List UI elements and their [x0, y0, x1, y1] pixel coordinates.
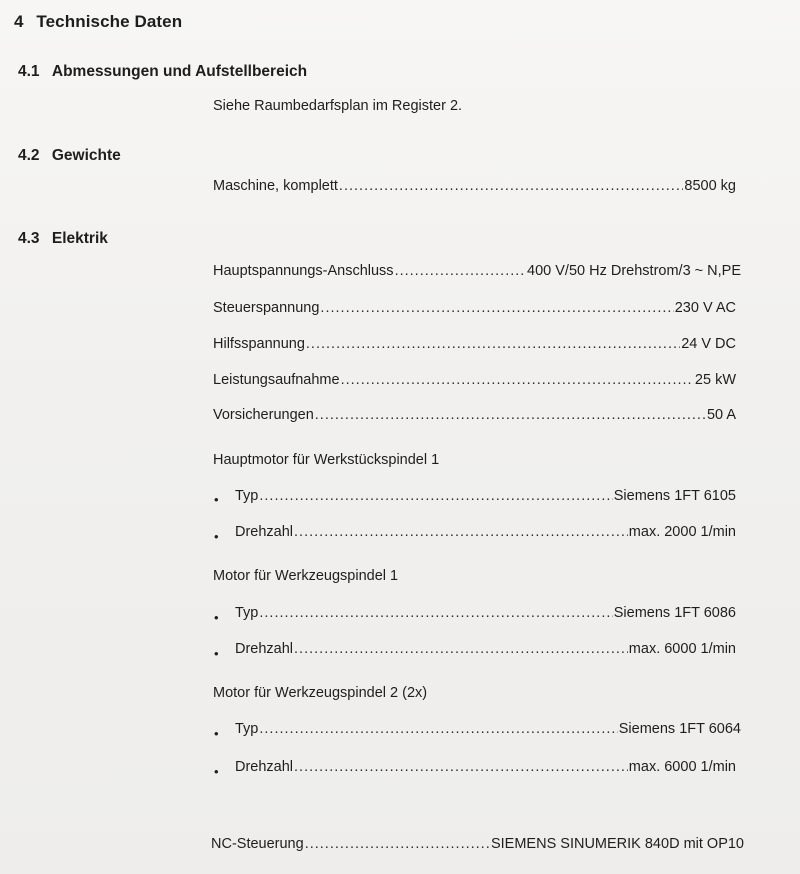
- section-title: Gewichte: [51, 147, 121, 164]
- leader-dots: [395, 263, 526, 279]
- section-number: 4.3: [18, 230, 40, 247]
- leader-dots: [315, 407, 706, 423]
- leader-dots: [259, 488, 612, 504]
- section-heading-4-2: [18, 147, 121, 165]
- spec-row-hilfsspannung: [213, 336, 736, 352]
- section-4-1-text: Siehe Raumbedarfsplan im Register 2.: [213, 98, 463, 114]
- spec-row-vorsicherungen: [213, 407, 736, 423]
- leader-dots: [339, 178, 683, 194]
- motor-1-drehzahl-row: [235, 524, 736, 540]
- bullet-icon: •: [214, 764, 219, 779]
- spec-value: 50 A: [706, 407, 736, 423]
- motor-2-title: Motor für Werkzeugspindel 1: [213, 568, 399, 584]
- spec-label: Typ: [235, 721, 259, 737]
- spec-value: Siemens 1FT 6105: [613, 488, 736, 504]
- spec-label: Vorsicherungen: [213, 407, 314, 423]
- leader-dots: [259, 721, 617, 737]
- spec-label: Hauptspannungs-Anschluss: [213, 263, 394, 279]
- spec-value: max. 2000 1/min: [628, 524, 736, 540]
- motor-1-typ-row: [235, 488, 736, 504]
- spec-value: 25 kW: [694, 372, 736, 388]
- section-heading-4-3: [18, 230, 108, 248]
- motor-3-typ-row: [235, 721, 741, 737]
- bullet-icon: •: [214, 610, 219, 625]
- leader-dots: [294, 759, 628, 775]
- leader-dots: [259, 605, 612, 621]
- spec-value: SIEMENS SINUMERIK 840D mit OP10: [490, 836, 744, 852]
- section-title: Abmessungen und Aufstellbereich: [51, 63, 308, 80]
- bullet-icon: •: [214, 492, 219, 507]
- bullet-icon: •: [214, 726, 219, 741]
- motor-1-title: Hauptmotor für Werkstückspindel 1: [213, 452, 440, 468]
- spec-label: Drehzahl: [235, 641, 294, 657]
- motor-2-typ-row: [235, 605, 736, 621]
- leader-dots: [341, 372, 694, 388]
- spec-value: Siemens 1FT 6086: [613, 605, 736, 621]
- spec-label: Leistungsaufnahme: [213, 372, 340, 388]
- chapter-title: Technische Daten: [36, 12, 183, 31]
- bullet-icon: •: [214, 529, 219, 544]
- bullet-icon: •: [214, 646, 219, 661]
- spec-value: 8500 kg: [684, 178, 736, 194]
- spec-label: Drehzahl: [235, 759, 294, 775]
- spec-value: max. 6000 1/min: [628, 641, 736, 657]
- spec-label: Steuerspannung: [213, 300, 320, 316]
- leader-dots: [320, 300, 673, 316]
- spec-row-hauptspannung: [213, 263, 741, 279]
- leader-dots: [294, 641, 628, 657]
- leader-dots: [306, 336, 680, 352]
- spec-label: Typ: [235, 488, 259, 504]
- spec-row-nc-steuerung: [211, 836, 744, 852]
- chapter-number: 4: [14, 12, 24, 31]
- spec-label: Maschine, komplett: [213, 178, 338, 194]
- spec-label: Typ: [235, 605, 259, 621]
- spec-value: 24 V DC: [681, 336, 736, 352]
- leader-dots: [294, 524, 628, 540]
- spec-value: max. 6000 1/min: [628, 759, 736, 775]
- motor-2-drehzahl-row: [235, 641, 736, 657]
- section-number: 4.2: [18, 147, 40, 164]
- spec-label: NC-Steuerung: [211, 836, 304, 852]
- spec-row-leistungsaufnahme: [213, 372, 736, 388]
- spec-value: Siemens 1FT 6064: [618, 721, 741, 737]
- spec-row-weight: [213, 178, 736, 194]
- leader-dots: [305, 836, 490, 852]
- spec-label: Drehzahl: [235, 524, 294, 540]
- section-number: 4.1: [18, 63, 40, 80]
- spec-value: 400 V/50 Hz Drehstrom/3 ~ N,PE: [527, 263, 741, 279]
- chapter-heading: [14, 12, 182, 32]
- motor-3-title: Motor für Werkzeugspindel 2 (2x): [213, 685, 428, 701]
- section-heading-4-1: [18, 63, 307, 81]
- spec-value: 230 V AC: [674, 300, 736, 316]
- motor-3-drehzahl-row: [235, 759, 736, 775]
- spec-label: Hilfsspannung: [213, 336, 305, 352]
- spec-row-steuerspannung: [213, 300, 736, 316]
- section-title: Elektrik: [51, 230, 108, 247]
